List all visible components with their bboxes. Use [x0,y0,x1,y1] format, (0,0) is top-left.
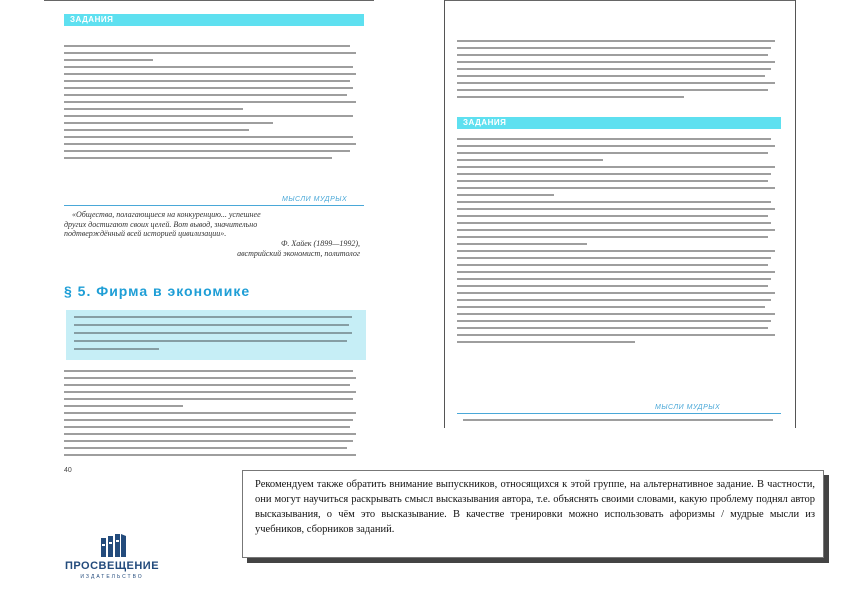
publisher-logo [52,532,172,584]
recommendation-callout: Рекомендуем также обратить внимание выпускников, относящихся к этой группе, на альтернативное задание. В частности, они могут научиться раскрывать смысл высказывания автора, т.е. объяснять своими словами, какую проблему поднял автор высказывания, о чём это высказывание. В качестве тренировки можно использовать афоризмы / мудрые мысли из учебников, сборников заданий. [242,470,824,558]
tasks-header-bar [64,14,364,26]
top-rule [44,0,374,1]
quote-line-1: «Общества, полагающиеся на конкуренцию... успешнее [72,210,261,219]
top-rule [445,0,795,1]
continuation-text-block [457,40,781,103]
intro-questions-box [66,310,366,360]
quote-author: Ф. Хайек (1899—1992), [280,239,360,248]
wise-thoughts-header: МЫСЛИ МУДРЫХ [282,196,348,203]
quote-line-3: подтверждённый всей историей цивилизации». [64,229,227,238]
publisher-subtitle: ИЗДАТЕЛЬСТВО [80,574,144,580]
tasks-text-block [457,138,781,348]
paragraph-title: § 5. Фирма в экономике [64,283,251,299]
left-textbook-page [44,0,374,478]
right-textbook-page [444,0,796,428]
right-quote-block [463,419,779,426]
wise-thoughts-rule [457,413,781,414]
publisher-name: ПРОСВЕЩЕНИЕ [64,560,160,572]
wise-thoughts-rule [64,205,364,206]
quote-author-description: австрийский экономист, политолог [237,249,360,258]
wise-thoughts-header: МЫСЛИ МУДРЫХ [655,404,721,411]
prosveshchenie-logo-icon [100,534,126,558]
tasks-header-label: ЗАДАНИЯ [70,15,114,24]
page-number: 40 [64,467,72,474]
tasks-text-block [64,45,362,164]
quote-line-2: других достигают своих целей. Вот вывод, значительно [64,219,258,229]
tasks-header-bar [457,117,781,129]
body-text-block [64,370,362,461]
tasks-header-label: ЗАДАНИЯ [463,118,507,127]
